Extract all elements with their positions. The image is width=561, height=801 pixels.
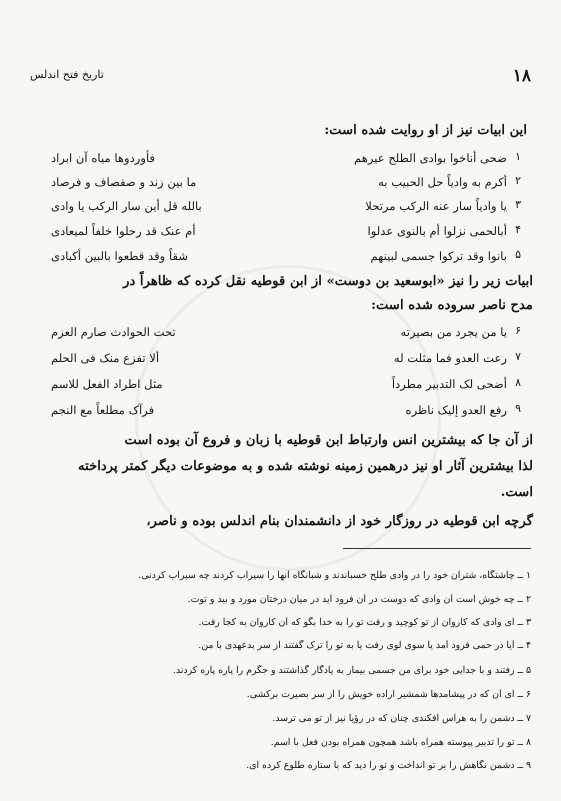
verse-number: ۱: [515, 150, 521, 163]
verse-left-hemistich: فرآک مطلعاً مع النجم: [51, 403, 155, 417]
verse-right-hemistich: أبالحمی نزلوا أم بالنوی عدلوا: [367, 224, 507, 238]
verse-left-hemistich: تحت الحوادث صارم العزم: [51, 325, 176, 339]
paragraph-line: لذا بیشترین آثار او نیز درهمین زمینه نوشته شده و به موضوعات دیگر کمتر پرداخته: [78, 459, 533, 474]
verse-left-hemistich: بالله قل أین سار الرکب یا وادی: [51, 199, 202, 213]
footnote: ۹ ــ دشمن نگاهش را بر تو انداخت و تو را دید که با ستاره طلوع کرده ای.: [246, 760, 531, 771]
page-number: ۱۸: [512, 66, 531, 86]
verse-number: ۴: [515, 223, 521, 236]
verse-row: [51, 403, 521, 425]
page-header: [30, 66, 531, 88]
verse-right-hemistich: بانوا وقد تركوا جسمی لبینهم: [370, 249, 507, 263]
verse-number: ۳: [515, 198, 521, 211]
transition-line: مدح ناصر سروده شده است:: [371, 298, 533, 313]
footnote: ۸ ــ تو را تدبیر پیوسته همراه باشد همچون همراه بودن فعل با اسم.: [270, 737, 531, 748]
verse-right-hemistich: رفع العدو إلیک ناظره: [405, 403, 507, 417]
verse-row: [51, 377, 521, 399]
verse-right-hemistich: یا وادیاً سار عنه الرکب مرتحلا: [365, 199, 507, 213]
verse-number: ۲: [515, 174, 521, 187]
verse-row: [51, 325, 521, 347]
footnote: ۷ ــ دشمن را به هراس افکندی چنان که در رؤیا نیز از تو می ترسد.: [272, 713, 531, 724]
verse-left-hemistich: فأوردوها میاه آن ابراد: [51, 151, 156, 165]
verse-row: [51, 224, 521, 246]
verse-right-hemistich: أضحی لک التدبیر مطرداً: [391, 377, 507, 391]
verse-left-hemistich: شقاً وقد قطعوا بالبین أکبادی: [51, 249, 189, 263]
verse-row: [51, 351, 521, 373]
verse-left-hemistich: أم عنک قد رحلوا خلفاً لمیعادی: [51, 224, 196, 238]
verse-row: [51, 175, 521, 197]
verse-left-hemistich: مثل اطراد الفعل للاسم: [51, 377, 163, 391]
verse-right-hemistich: ضحی أناخوا بوادی الطلح عیرهم: [354, 151, 507, 165]
footnote-separator: [343, 548, 531, 549]
verse-number: ۹: [515, 402, 521, 415]
verse-right-hemistich: أکرم به وادیاً حل الحبیب به: [378, 175, 507, 189]
paragraph-line: از آن جا که بیشترین انس وارتباط ابن قوطیه با زبان و فروع آن بوده است: [124, 433, 533, 448]
footnote: ۳ ــ ای وادی که کاروان از تو کوچید و رفت تو را به خدا بگو که آن کاروان به کجا رفت.: [198, 617, 531, 628]
footnote: ۲ ــ چه خوش است آن وادی که دوست در آن فرود آید در میان درختان مورد و بید و توت.: [187, 594, 531, 605]
transition-line: ابیات زیر را نیز «ابوسعید بن دوست» از ابن قوطیه نقل کرده که ظاهراً در: [123, 274, 533, 289]
paragraph-line: است.: [500, 485, 533, 500]
intro-line: این ابیات نیز از او روایت شده است:: [324, 123, 527, 138]
verse-number: ۵: [515, 248, 521, 261]
footnote: ۶ ــ ای آن که در پیشامدها شمشیر اراده خویش را از سر بصیرت برکشی.: [246, 689, 531, 700]
verse-left-hemistich: ألا تفزع منک فی الحلم: [51, 351, 160, 365]
footnote: ۴ ــ آیا در حمی فرود آمد یا سوی لوی رفت یا به تو را ترک گفتند از سر بدعهدی با من.: [198, 640, 531, 651]
verse-row: [51, 249, 521, 271]
footnote: ۱ ــ چاشتگاه، شتران خود را در وادی طلح خسباندند و شبانگاه آنها را سیراب کردند چه سیراب کردنی.: [138, 570, 531, 581]
verse-row: [51, 151, 521, 173]
verse-number: ۶: [515, 324, 521, 337]
paragraph-line: گرچه ابن قوطیه در روزگار خود از دانشمندان بنام اندلس بوده و ناصر،: [146, 514, 533, 529]
verse-row: [51, 199, 521, 221]
verse-left-hemistich: ما بین زند و صفصاف و فرصاد: [51, 175, 197, 189]
verse-right-hemistich: یا من یجرد من بصیرته: [400, 325, 507, 339]
verse-number: ۸: [515, 376, 521, 389]
running-title: تاریخ فتح اندلس: [30, 68, 104, 81]
verse-number: ۷: [515, 350, 521, 363]
verse-right-hemistich: رعت العدو فما مثلت له: [393, 351, 507, 365]
footnote: ۵ ــ رفتند و با جدایی خود برای من جسمی بیمار به یادگار گذاشتند و جگرم را پاره پاره کردند.: [172, 665, 531, 676]
